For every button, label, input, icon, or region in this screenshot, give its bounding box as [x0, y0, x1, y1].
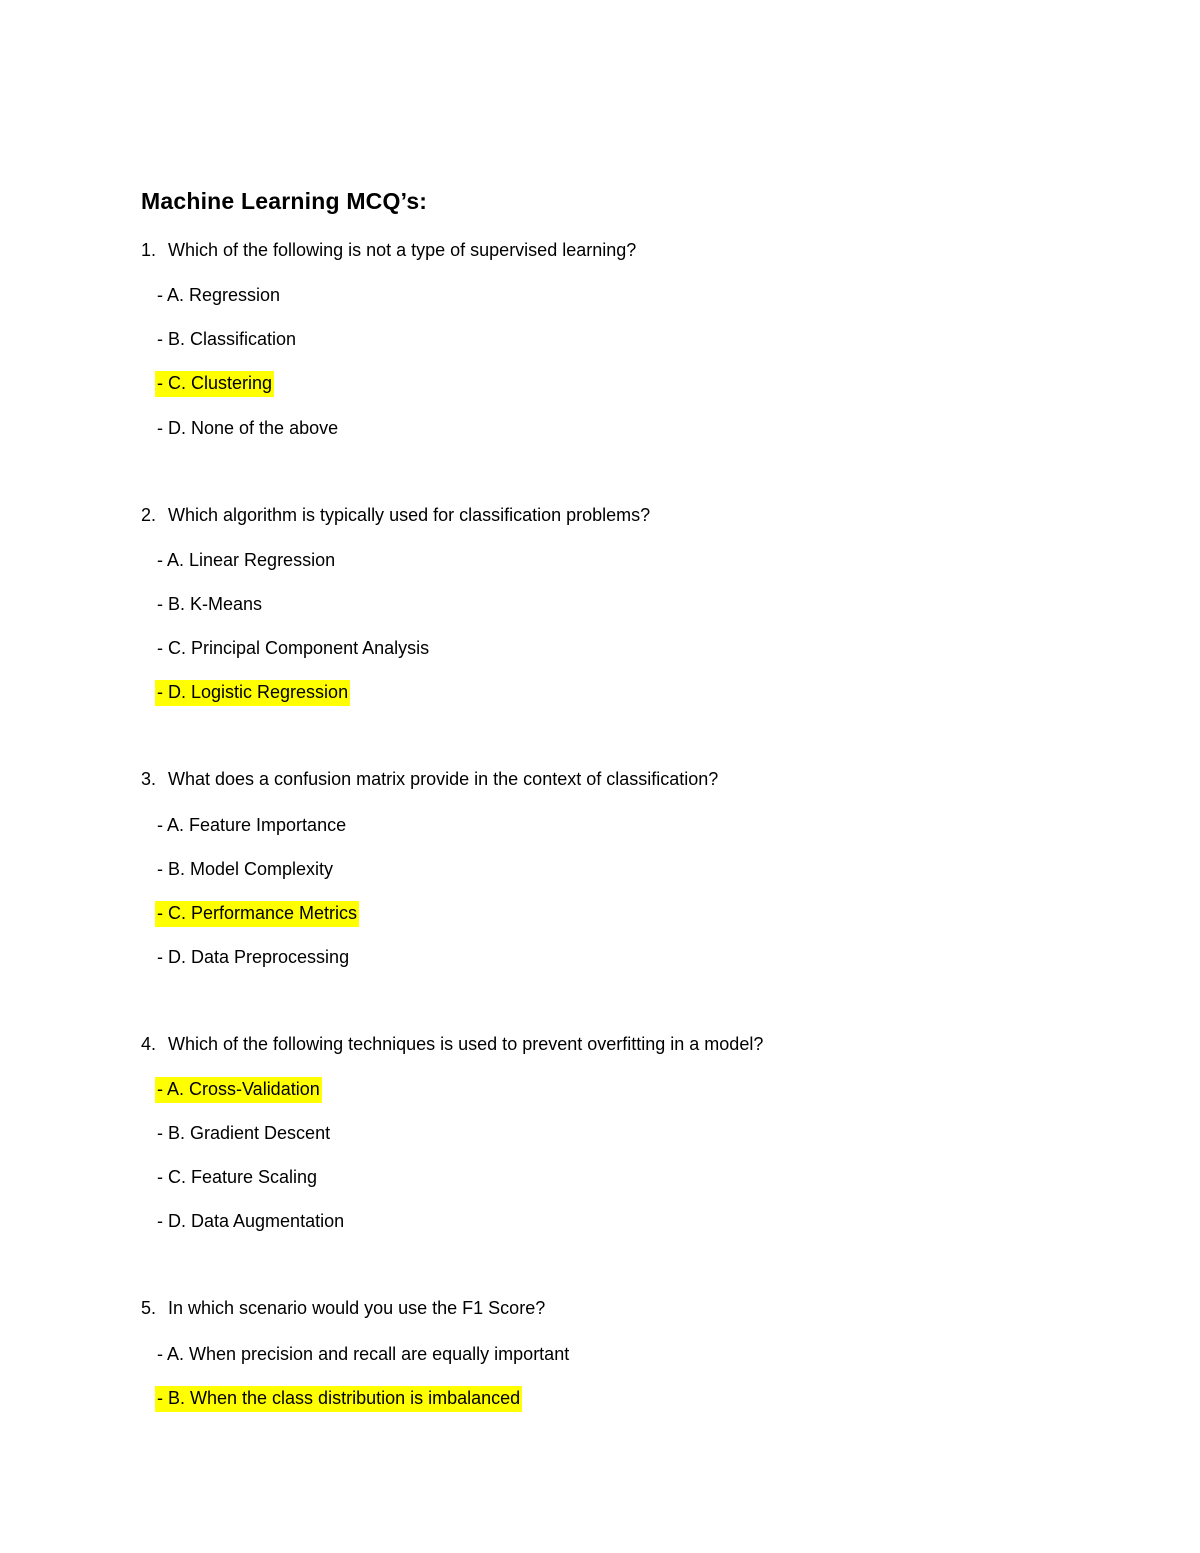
question-4	[141, 1034, 763, 1055]
option-3b: - B. Model Complexity	[157, 859, 334, 879]
option-2b: - B. K-Means	[157, 594, 263, 614]
option-4b: - B. Gradient Descent	[157, 1123, 331, 1143]
question-number: 1.	[141, 240, 157, 260]
question-text: In which scenario would you use the F1 Score?	[168, 1298, 546, 1318]
option-1a: - A. Regression	[157, 285, 281, 305]
question-5	[141, 1298, 545, 1319]
option-1c-answer: - C. Clustering	[155, 371, 274, 397]
option-2c: - C. Principal Component Analysis	[157, 638, 430, 658]
question-number: 5.	[141, 1298, 157, 1318]
option-5a: - A. When precision and recall are equally important	[157, 1344, 570, 1364]
question-2	[141, 505, 650, 526]
question-text: Which of the following techniques is used to prevent overfitting in a model?	[168, 1034, 764, 1054]
question-3	[141, 769, 718, 790]
option-4c: - C. Feature Scaling	[157, 1167, 318, 1187]
question-number: 4.	[141, 1034, 157, 1054]
option-5b-answer: - B. When the class distribution is imbalanced	[155, 1386, 522, 1412]
option-4d: - D. Data Augmentation	[157, 1211, 345, 1231]
option-4a-answer: - A. Cross-Validation	[155, 1077, 322, 1103]
option-3c-answer: - C. Performance Metrics	[155, 901, 359, 927]
question-number: 2.	[141, 505, 157, 525]
question-number: 3.	[141, 769, 157, 789]
option-2d-answer: - D. Logistic Regression	[155, 680, 350, 706]
option-3a: - A. Feature Importance	[157, 815, 347, 835]
option-2a: - A. Linear Regression	[157, 550, 336, 570]
option-3d: - D. Data Preprocessing	[157, 947, 350, 967]
option-1b: - B. Classification	[157, 329, 297, 349]
question-text: Which algorithm is typically used for classification problems?	[168, 505, 651, 525]
question-text: Which of the following is not a type of supervised learning?	[168, 240, 637, 260]
option-1d: - D. None of the above	[157, 418, 339, 438]
page-title: Machine Learning MCQ’s:	[141, 188, 428, 214]
question-text: What does a confusion matrix provide in the context of classification?	[168, 769, 719, 789]
question-1	[141, 240, 636, 261]
